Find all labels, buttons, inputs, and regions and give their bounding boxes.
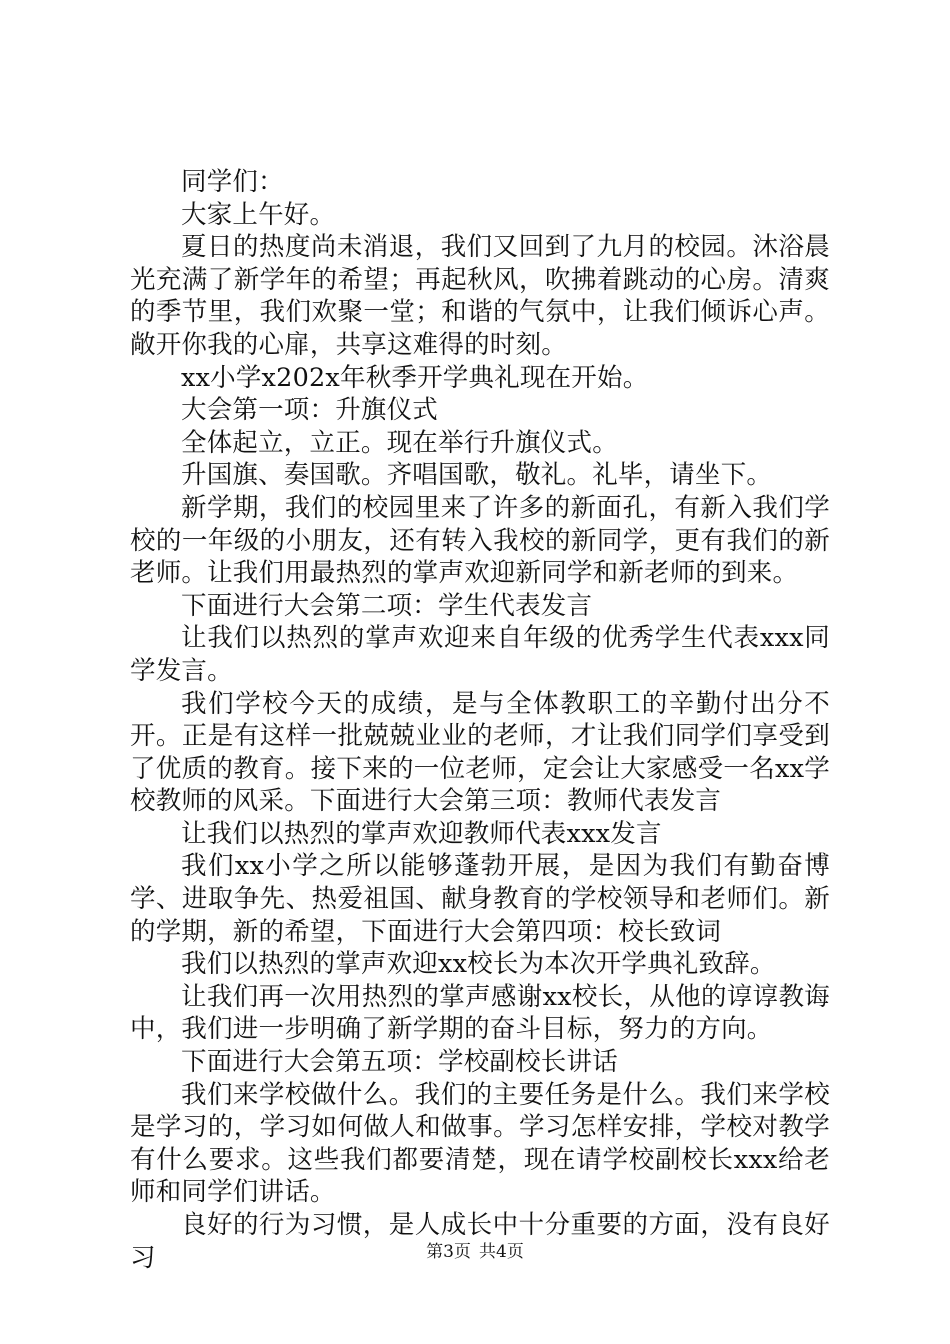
paragraph-teachers-effort: 我们学校今天的成绩，是与全体教职工的辛勤付出分不开。正是有这样一批兢兢业业的老师，才让我们同学们享受到了优质的教育。接下来的一位老师，定会让大家感受一名xx学校教师的风采。下面进行大会第三项：教师代表发言 — [130, 688, 830, 817]
paragraph-principal-welcome: 我们以热烈的掌声欢迎xx校长为本次开学典礼致辞。 — [181, 949, 776, 980]
paragraph-teacher-speech: 让我们以热烈的掌声欢迎教师代表xxx发言 — [181, 818, 662, 849]
page-number: 第3页 — [426, 1242, 471, 1262]
paragraph-item-two: 下面进行大会第二项：学生代表发言 — [181, 590, 593, 621]
paragraph-student-speech: 让我们以热烈的掌声欢迎来自年级的优秀学生代表xxx同学发言。 — [130, 623, 830, 686]
paragraph-anthem: 升国旗、奏国歌。齐唱国歌，敬礼。礼毕，请坐下。 — [181, 460, 773, 491]
paragraph-principal-thanks: 让我们再一次用热烈的掌声感谢xx校长，从他的谆谆教诲中，我们进一步明确了新学期的奋斗目标，努力的方向。 — [130, 981, 830, 1045]
paragraph-good-morning: 大家上午好。 — [181, 199, 336, 230]
paragraph-new-faces: 新学期，我们的校园里来了许多的新面孔，有新入我们学校的一年级的小朋友，还有转入我校的新同学，更有我们的新老师。让我们用最热烈的掌声欢迎新同学和新老师的到来。 — [130, 492, 830, 589]
page-footer — [0, 1241, 950, 1263]
speech-body — [130, 166, 830, 1274]
paragraph-good-habits: 良好的行为习惯，是人成长中十分重要的方面，没有良好习 — [130, 1210, 830, 1273]
paragraph-opening: 夏日的热度尚未消退，我们又回到了九月的校园。沐浴晨光充满了新学年的希望；再起秋风，吹拂着跳动的心房。清爽的季节里，我们欢聚一堂；和谐的气氛中，让我们倾诉心声。敞开你我的心扉，共享这难得的时刻。 — [130, 232, 830, 360]
paragraph-ceremony-start: xx小学x202x年秋季开学典礼现在开始。 — [181, 362, 649, 393]
paragraph-item-one: 大会第一项：升旗仪式 — [181, 395, 439, 426]
paragraph-stand-up: 全体起立，立正。现在举行升旗仪式。 — [181, 427, 618, 458]
paragraph-why-school: 我们来学校做什么。我们的主要任务是什么。我们来学校是学习的，学习如何做人和做事。学习怎样安排，学校对教学有什么要求。这些我们都要清楚，现在请学校副校长xxx给老师和同学们讲话。 — [130, 1079, 830, 1208]
paragraph-greeting: 同学们： — [181, 167, 284, 197]
paragraph-item-five: 下面进行大会第五项：学校副校长讲话 — [181, 1047, 618, 1078]
paragraph-school-leaders: 我们xx小学之所以能够蓬勃开展，是因为我们有勤奋博学、进取争先、热爱祖国、献身教育的学校领导和老师们。新的学期，新的希望，下面进行大会第四项：校长致词 — [130, 851, 830, 947]
page-total: 共4页 — [479, 1242, 524, 1262]
